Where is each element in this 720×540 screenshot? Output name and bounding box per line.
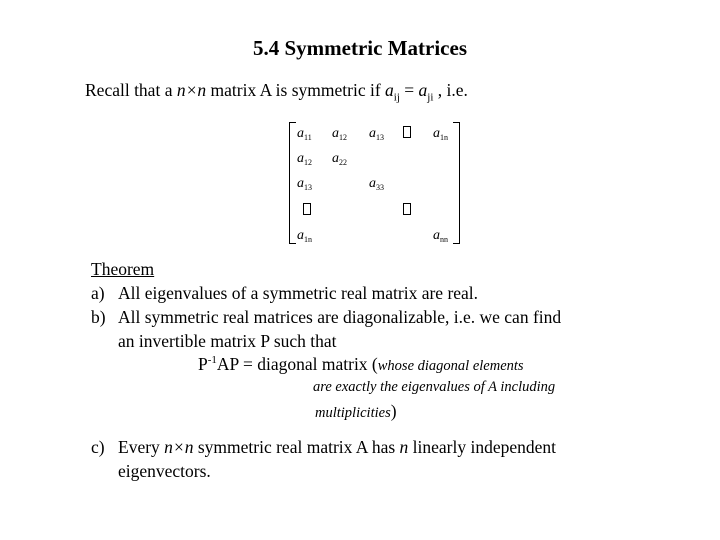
- recall-a-ij: a: [385, 80, 394, 100]
- theorem-item-c-marker: c): [91, 437, 105, 457]
- ellipsis-box-icon: [303, 203, 311, 215]
- entry-a13: $a_{13}$: [369, 126, 384, 142]
- ellipsis-box-icon: [403, 126, 411, 138]
- recall-ji-sub: ji: [427, 91, 434, 104]
- theorem-item-c-line2: eigenvectors.: [118, 461, 211, 481]
- recall-line: [85, 80, 468, 104]
- aside-line2: are exactly the eigenvalues of A including: [313, 379, 556, 395]
- recall-ie: , i.e.: [433, 80, 468, 100]
- theorem-item-b-line2: an invertible matrix P such that: [118, 331, 337, 351]
- page-title: 5.4 Symmetric Matrices: [253, 36, 467, 60]
- matrix-left-bracket: [289, 122, 296, 244]
- entry-a33: $a_{33}$: [369, 176, 384, 192]
- theorem-item-c-line1: Every n×n symmetric real matrix A has n linearly independent: [118, 437, 557, 457]
- entry-a22: $a_{22}$: [332, 151, 347, 167]
- recall-text-1: Recall that a: [85, 80, 177, 100]
- matrix-right-bracket: [453, 122, 460, 244]
- theorem-item-b-marker: b): [91, 307, 106, 327]
- theorem-item-b-line1: All symmetric real matrices are diagonalizable, i.e. we can find: [118, 307, 562, 327]
- entry-a1n: $a_{1n}$: [433, 126, 448, 142]
- recall-eq: =: [399, 80, 419, 100]
- entry-a1n-r5: $a_{1n}$: [297, 228, 312, 244]
- entry-a12: $a_{12}$: [332, 126, 347, 142]
- recall-text-2: matrix A is symmetric if: [206, 80, 386, 100]
- recall-a-ji: a: [418, 80, 428, 100]
- entry-a11: $a_{11}$: [297, 126, 312, 142]
- entry-a12-r2: $a_{12}$: [297, 151, 312, 167]
- theorem-item-a-marker: a): [91, 283, 105, 303]
- theorem-item-a: All eigenvalues of a symmetric real matrix are real.: [118, 283, 479, 303]
- entry-a13-r3: $a_{13}$: [297, 176, 312, 192]
- symmetric-matrix: [287, 118, 462, 248]
- recall-nxn: n×n: [176, 80, 207, 100]
- ellipsis-box-icon: [403, 203, 411, 215]
- recall-ij-sub: ij: [393, 91, 400, 104]
- aside-line3: multiplicities): [315, 401, 397, 421]
- entry-ann: $a_{nn}$: [433, 228, 448, 244]
- diagonal-equation: $P^{-1}AP$ = diagonal matrix (whose diagonal elements: [198, 354, 524, 374]
- theorem-heading: Theorem: [91, 259, 155, 279]
